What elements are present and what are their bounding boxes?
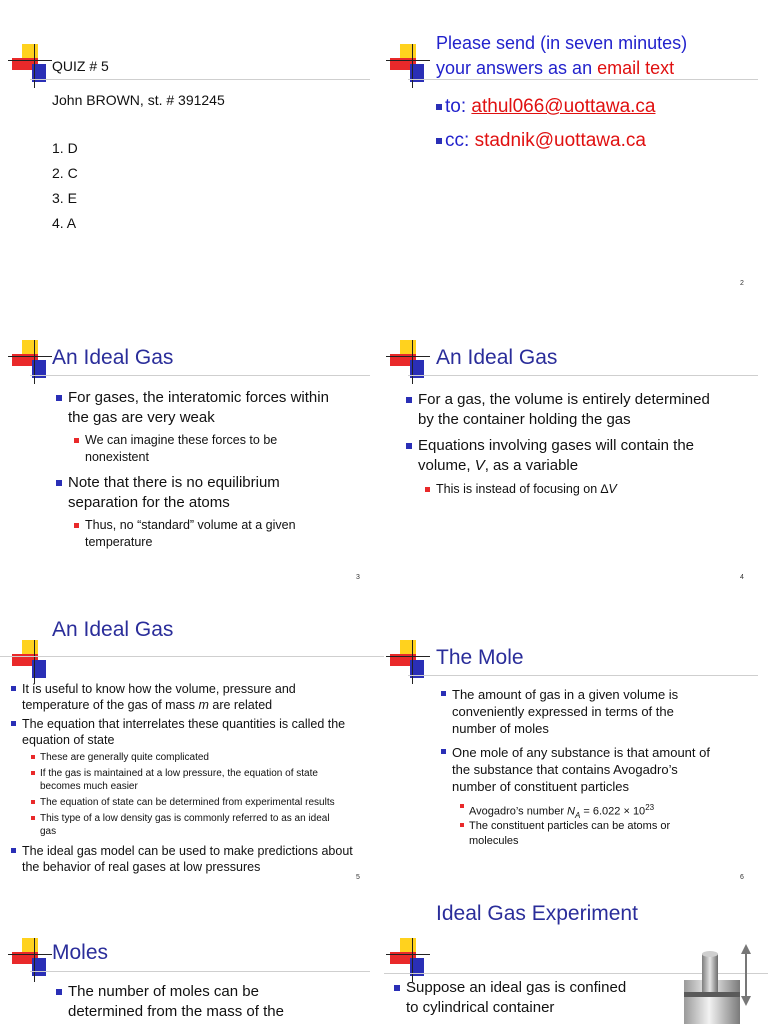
slide-ideal-gas-2 [384,300,768,590]
bullet [68,473,280,513]
email-text-highlight: email text [597,58,675,78]
bullet-line: separation for the atoms [68,494,230,511]
cc-label: cc: [445,130,475,151]
bullet-line [418,456,694,476]
slide-moles [0,904,384,1024]
variable-m: m [198,698,209,712]
cc-line [436,130,646,152]
bullet-line: becomes much easier [40,781,138,792]
bullet [22,681,296,713]
bullet-line: One mole of any substance is that amount of [452,745,710,760]
bullet [22,843,353,875]
bullet-icon [436,104,442,110]
page-number: 2 [740,280,744,287]
bullet [68,388,329,428]
slide-logo-icon [8,340,52,384]
instruction-line-1: Please send (in seven minutes) [436,33,688,53]
bullet-line: number of constituent particles [452,779,630,794]
slide-logo-icon [8,44,52,88]
slide-title: Ideal Gas Experiment [436,904,638,925]
bullet-line: Note that there is no equilibrium [68,474,280,491]
instruction-line-2-text: your answers as an [436,58,598,78]
variable-n: N [567,805,575,818]
slide-title: An Ideal Gas [52,618,174,641]
answer-4: 4. A [52,215,77,231]
bullet-line: For a gas, the volume is entirely determined [418,391,710,408]
slide-title: An Ideal Gas [436,346,558,369]
sub-bullet [469,819,670,849]
subscript-a: A [575,810,581,820]
slide-logo-icon [386,938,430,982]
piston-cylinder-icon [680,940,760,1024]
bullet-line: The constituent particles can be atoms or [469,820,671,832]
page-number: 5 [356,874,360,881]
bullet [22,716,345,748]
answer-3: 3. E [52,190,77,206]
bullet-line: We can imagine these forces to be [85,433,278,447]
text: , as a variable [484,457,579,474]
sub-bullet [40,796,335,809]
bullet-line: The equation that interrelates these quantities is called the [22,717,346,731]
text: = 6.022 × 10 [580,805,646,818]
bullet [406,978,626,1018]
bullet-line: This type of a low density gas is commonly referred to as an ideal [40,813,330,824]
bullet-line: molecules [469,835,519,847]
slide-instructions [384,0,768,290]
bullet-line: The number of moles can be [68,983,259,1000]
page-number: 6 [740,874,744,881]
slide-logo-icon [386,44,430,88]
bullet-line: the substance that contains Avogadro’s [452,762,678,777]
bullet-line: The ideal gas model can be used to make predictions about [22,844,353,858]
slide-ideal-gas-3 [0,604,384,894]
bullet-line: If the gas is maintained at a low pressure, the equation of state [40,768,318,779]
bullet [418,390,710,430]
bullet-line [22,697,296,713]
sub-bullet [85,432,277,466]
sub-bullet [436,481,617,498]
bullet [418,436,694,476]
bullet-line: determined from the mass of the [68,1003,284,1020]
slide-title: The Mole [436,646,524,669]
bullet [452,744,710,795]
variable-v: V [608,482,617,496]
text: temperature of the gas of mass [22,698,199,712]
sub-bullet [85,517,296,551]
bullet-line: by the container holding the gas [418,411,631,428]
text: volume, [418,457,475,474]
slide-ideal-gas-1 [0,300,384,590]
answer-2: 2. C [52,165,78,181]
bullet-line: to cylindrical container [406,999,555,1016]
bullet-line: Thus, no “standard” volume at a given [85,518,296,532]
bullet-line: Suppose an ideal gas is confined [406,979,627,996]
slide-logo-icon [8,640,52,684]
bullet-icon [436,138,442,144]
bullet-line: conveniently expressed in terms of the [452,704,674,719]
slide-title: An Ideal Gas [52,346,174,369]
instruction-line-2 [436,58,674,79]
slide-ideal-gas-experiment [384,904,768,1024]
bullet-line: The equation of state can be determined from experimental results [40,797,335,808]
to-label: to: [445,96,472,117]
slide-logo-icon [8,938,52,982]
bullet-line: These are generally quite complicated [40,752,209,763]
bullet [68,982,284,1022]
slide-logo-icon [386,340,430,384]
bullet-line: temperature [85,535,153,549]
answer-1: 1. D [52,140,78,156]
sub-bullet [40,751,209,764]
slide-the-mole [384,604,768,894]
slide-title: Moles [52,941,109,964]
page-number: 3 [356,574,360,581]
bullet-line [436,481,617,498]
bullet-line: gas [40,826,57,837]
text: This is instead of focusing on ∆ [436,482,609,496]
slide-logo-icon [386,640,430,684]
bullet-line: Equations involving gases will contain the [418,437,694,454]
bullet-line: equation of state [22,733,115,747]
quiz-title: QUIZ # 5 [52,58,109,74]
bullet-line: the behavior of real gases at low pressures [22,860,261,874]
text: Avogadro’s number [469,805,568,818]
bullet-line: the gas are very weak [68,409,215,426]
text: are related [208,698,273,712]
exponent: 23 [645,803,655,812]
bullet-line: For gases, the interatomic forces within [68,389,329,406]
to-line [436,96,656,118]
bullet-line: number of moles [452,721,549,736]
bullet-line: nonexistent [85,450,149,464]
cc-email: stadnik@uottawa.ca [474,130,646,151]
student-name: John BROWN, st. # 391245 [52,92,225,108]
bullet [452,686,678,737]
page-number: 4 [740,574,744,581]
bullet-line: It is useful to know how the volume, pressure and [22,682,296,696]
to-email-link[interactable]: athul066@uottawa.ca [471,96,656,117]
slide-quiz [0,0,384,290]
sub-bullet [40,767,318,793]
variable-v: V [474,457,485,474]
sub-bullet [40,812,330,838]
bullet-line: The amount of gas in a given volume is [452,687,679,702]
